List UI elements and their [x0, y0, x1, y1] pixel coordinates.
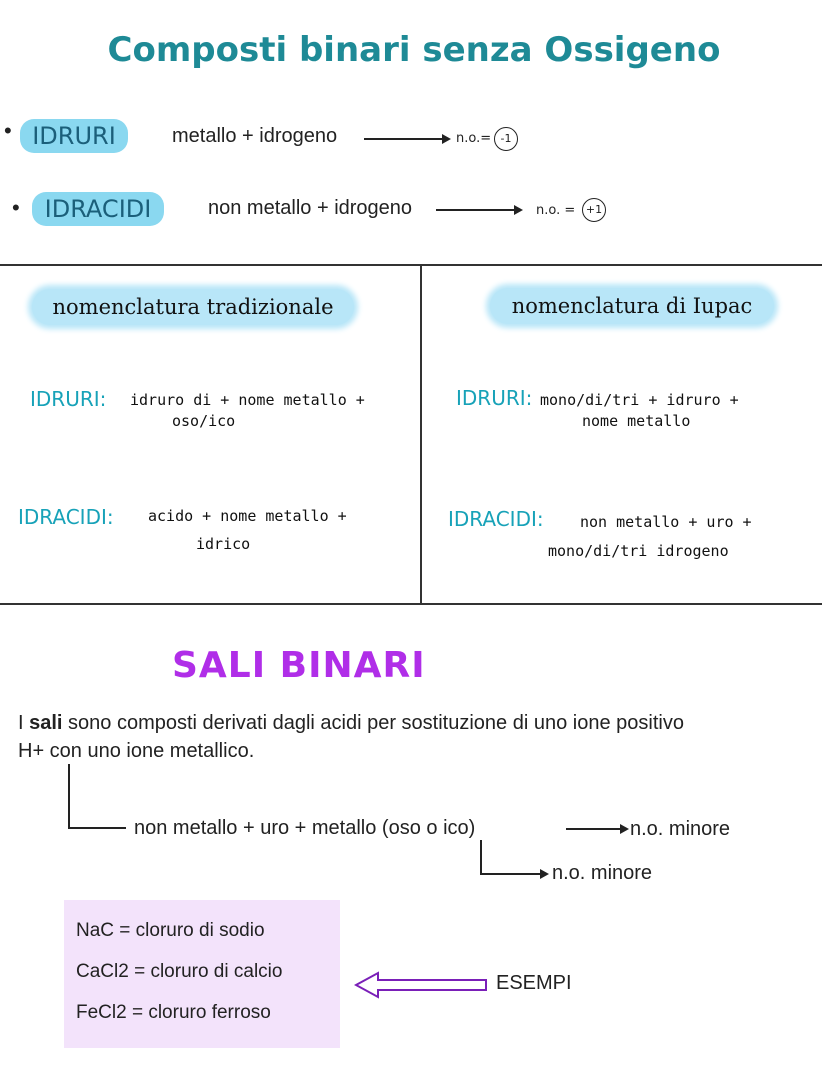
traditional-idracidi-line1: acido + nome metallo +: [148, 507, 347, 525]
traditional-idracidi-line2: idrico: [196, 535, 251, 553]
page-title: Composti binari senza Ossigeno: [107, 30, 721, 70]
iupac-idruri-line2: nome metallo: [582, 412, 691, 430]
idracidi-no-label: n.o. =: [536, 203, 576, 218]
table-divider: [420, 264, 422, 604]
idracidi-no-value: +1: [582, 198, 606, 222]
iupac-heading: nomenclatura di Iupac: [490, 288, 774, 324]
idruri-no-label: n.o.=: [456, 131, 492, 146]
para-bold: sali: [29, 712, 63, 734]
idracidi-formula: non metallo + idrogeno: [208, 197, 413, 219]
para-rest: sono composti derivati dagli acidi per sostituzione di uno ione positivo: [68, 712, 684, 734]
flow-arrowhead-2: [540, 869, 549, 879]
flow-arrow-2: [480, 873, 542, 875]
flow-main: non metallo + uro + metallo (oso o ico): [134, 817, 476, 839]
traditional-idracidi-label: IDRACIDI:: [18, 505, 114, 529]
bracket-vertical: [68, 764, 70, 828]
left-arrow-icon: [354, 970, 488, 1000]
example-item: FeCl2 = cloruro ferroso: [76, 1002, 271, 1023]
table-bottom-border: [0, 603, 822, 605]
example-item: NaC = cloruro di sodio: [76, 920, 265, 941]
table-top-border: [0, 264, 822, 266]
idracidi-arrowhead: [514, 205, 523, 215]
para-line2: H+ con uno ione metallico.: [18, 740, 255, 762]
traditional-heading: nomenclatura tradizionale: [32, 289, 354, 325]
traditional-idruri-label: IDRURI:: [30, 387, 107, 411]
iupac-idracidi-line1: non metallo + uro +: [580, 513, 752, 531]
idruri-pill: IDRURI: [20, 119, 128, 153]
bullet-dot: •: [12, 195, 20, 220]
iupac-idracidi-line2: mono/di/tri idrogeno: [548, 542, 729, 560]
examples-label: ESEMPI: [496, 972, 572, 994]
bracket-horizontal: [68, 827, 126, 829]
idruri-arrow: [364, 138, 444, 140]
para-prefix: I: [18, 712, 24, 734]
iupac-idruri-line1: mono/di/tri + idruro +: [540, 391, 739, 409]
sali-paragraph: [18, 709, 818, 765]
sub-bracket-vertical: [480, 840, 482, 874]
idracidi-pill: IDRACIDI: [32, 192, 164, 226]
flow-arrowhead-1: [620, 824, 629, 834]
idruri-arrowhead: [442, 134, 451, 144]
example-item: CaCl2 = cloruro di calcio: [76, 961, 283, 982]
flow-result-2: n.o. minore: [552, 862, 653, 884]
traditional-idruri-line1: idruro di + nome metallo +: [130, 391, 365, 409]
sali-heading: SALI BINARI: [172, 645, 426, 686]
idruri-no-value: -1: [494, 127, 518, 151]
iupac-idruri-label: IDRURI:: [456, 386, 533, 410]
flow-result-1: n.o. minore: [630, 818, 731, 840]
idruri-formula: metallo + idrogeno: [172, 125, 338, 147]
flow-arrow-1: [566, 828, 622, 830]
iupac-idracidi-label: IDRACIDI:: [448, 507, 544, 531]
idracidi-arrow: [436, 209, 516, 211]
traditional-idruri-line2: oso/ico: [172, 412, 236, 430]
bullet-dot: •: [4, 118, 12, 143]
